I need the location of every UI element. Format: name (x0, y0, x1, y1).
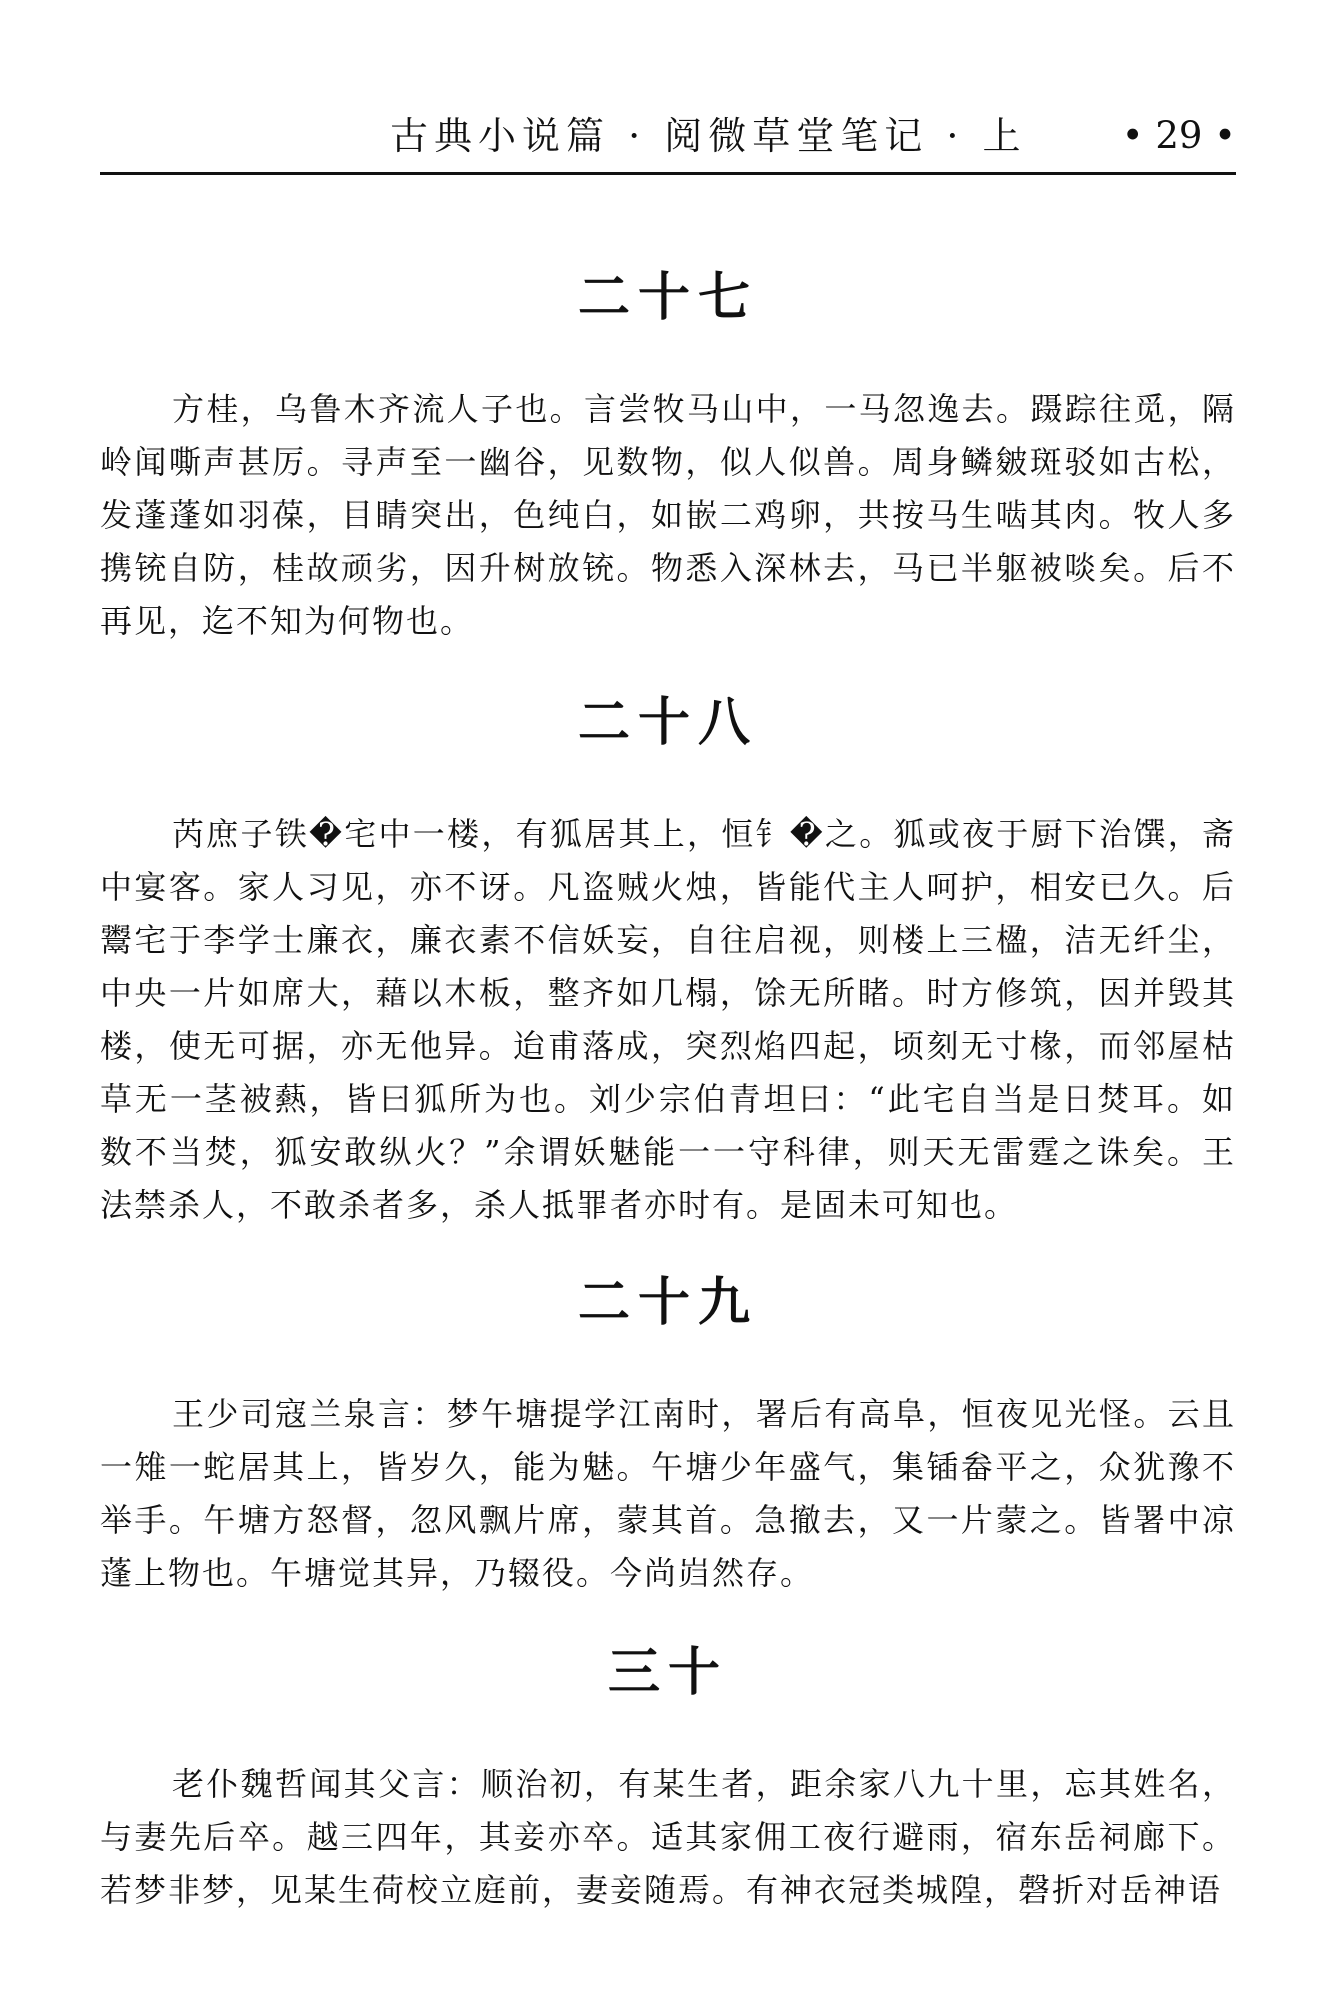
section-heading: 二十七 (577, 268, 758, 328)
running-header (100, 110, 1236, 175)
section-twenty-eight (100, 693, 1236, 1232)
section-twenty-nine (100, 1273, 1236, 1600)
section-paragraph: 方桂，乌鲁木齐流人子也。言尝牧马山中，一马忽逸去。蹑踪往觅，隔岭闻嘶声甚厉。寻声至一幽谷，见数物，似人似兽。周身鳞皴斑驳如古松，发蓬蓬如羽葆，目睛突出，色纯白，如嵌二鸡卵，共按马生啮其肉。牧人多携铳自防，桂故顽劣，因升树放铳。物悉入深林去，马已半躯被啖矣。后不再见，迄不知为何物也。 (100, 390, 1236, 640)
running-title: 古典小说篇 · 阅微草堂笔记 · 上 (390, 114, 1027, 158)
section-heading: 二十九 (577, 1273, 758, 1333)
section-thirty (100, 1643, 1236, 1917)
section-paragraph: 老仆魏哲闻其父言：顺治初，有某生者，距余家八九十里，忘其姓名，与妻先后卒。越三四年，其妾亦卒。适其家佣工夜行避雨，宿东岳祠廊下。若梦非梦，见某生荷校立庭前，妻妾随焉。有神衣冠类城隍，磬折对岳神语 (100, 1765, 1236, 1909)
section-paragraph: 王少司寇兰泉言：梦午塘提学江南时，署后有高阜，恒夜见光怪。云且一雉一蛇居其上，皆岁久，能为魅。午塘少年盛气，集锸畚平之，众犹豫不举手。午塘方怒督，忽风飘片席，蒙其首。急撤去，又一片蒙之。皆署中凉蓬上物也。午塘觉其异，乃辍役。今尚岿然存。 (100, 1395, 1236, 1592)
section-twenty-seven (100, 268, 1236, 648)
section-paragraph: 芮庶子铁�宅中一楼，有狐居其上，恒钅�之。狐或夜于厨下治馔，斋中宴客。家人习见，亦不讶。凡盗贼火烛，皆能代主人呵护，相安已久。后鬻宅于李学士廉衣，廉衣素不信妖妄，自往启视，则楼上三楹，洁无纤尘，中央一片如席大，藉以木板，整齐如几榻，馀无所睹。时方修筑，因并毁其楼，使无可据，亦无他异。迨甫落成，突烈焰四起，顷刻无寸椽，而邻屋枯草无一茎被爇，皆曰狐所为也。刘少宗伯青坦曰：“此宅自当是日焚耳。如数不当焚，狐安敢纵火？”余谓妖魅能一一守科律，则天无雷霆之诛矣。王法禁杀人，不敢杀者多，杀人抵罪者亦时有。是固未可知也。 (100, 815, 1236, 1224)
section-heading: 三十 (607, 1643, 728, 1703)
section-heading: 二十八 (577, 693, 758, 753)
page-number: • 29 • (1121, 114, 1236, 157)
